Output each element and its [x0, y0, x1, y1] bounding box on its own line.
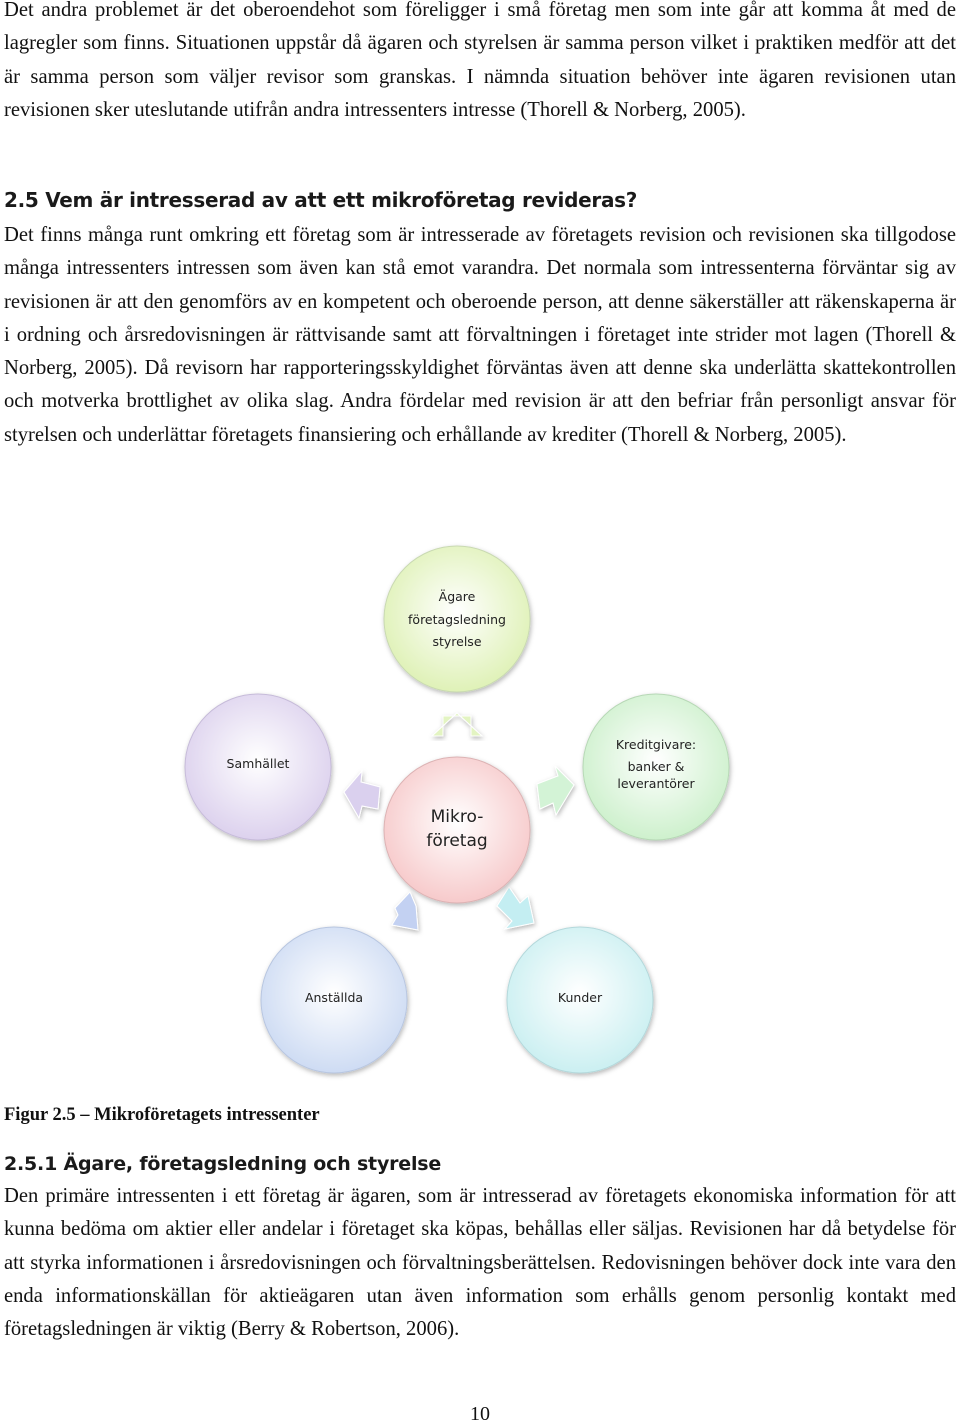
arrow-to-samhallet [344, 771, 380, 818]
arrow-to-anstallda [392, 892, 418, 930]
arrow-to-agare [432, 713, 482, 736]
arrow-right-shape [537, 766, 574, 815]
section-heading-2-5-1: 2.5.1 Ägare, företagsledning och styrelse [4, 1153, 442, 1175]
node-anstallda [261, 927, 407, 1073]
node-anstallda-label: Anställda [304, 990, 364, 1005]
node-kreditgivare-line-2: banker & [627, 759, 685, 774]
node-samhallet-label: Samhället [226, 756, 290, 771]
arrow-down-right-shape [497, 887, 534, 929]
stakeholder-diagram [0, 530, 960, 1090]
node-agare [384, 546, 530, 692]
node-samhallet [185, 694, 331, 840]
node-center-line-1: Mikro- [430, 807, 484, 827]
section-2-5-1-paragraph: Den primäre intressenten i ett företag är ägaren, som är intresserad av företagets ekonomiska information för att kunna bedöma om aktier eller andelar i företaget ska köpas, behållas eller säljas. Revisionen har då betydelse för att styrka informationen i årsredovisningen och förvaltningsberättelsen. Redovisningen behöver dock inte vara den enda informationskällan för aktieägaren utan även information som erhålls genom personlig kontakt med företagsledningen är viktig (Berry & Robertson, 2006). [4, 1185, 956, 1341]
figure-caption: Figur 2.5 – Mikroföretagets intressenter [4, 1105, 320, 1125]
page-number: 10 [470, 1403, 490, 1425]
node-kunder [507, 927, 653, 1073]
node-kreditgivare-line-1: Kreditgivare: [615, 737, 697, 752]
intro-paragraph: Det andra problemet är det oberoendehot som föreligger i små företag men som inte går att komma åt med de lagregler som finns. Situationen uppstår då ägaren och styrelsen är samma person vilket i praktiken medför att det är samma person som väljer revisor som granskas. I nämnda situation behöver inte ägaren revisionen utan revisionen sker uteslutande utifrån andra intressenters intresse (Thorell & Norberg, 2005). [4, 0, 956, 121]
node-center-circle [384, 757, 530, 903]
section-heading-2-5: 2.5 Vem är intresserad av att ett mikroföretag revideras? [4, 188, 638, 212]
arrow-down-left-shape [392, 892, 418, 930]
node-agare-line-1: Ägare [438, 589, 476, 604]
section-2-5-paragraph: Det finns många runt omkring ett företag som är intresserade av företagets revision och revisionen ska tillgodose många intressenters intressen som även kan stå emot varandra. Det normala som intressenterna förväntar sig av revisionen är att den genomförs av en kompetent och oberoende person, att denne säkerställer att räkenskaperna är i ordning och årsredovisningen är rättvisande samt att förvaltningen i företaget inte strider mot lagen (Thorell & Norberg, 2005). Då revisorn har rapporteringsskyldighet förväntas även att denne ska underlätta skattekontrollen och motverka brottlighet av olika slag. Andra fördelar med revision är att den befriar från personligt ansvar för styrelsen och underlättar företagets finansiering och erhållande av krediter (Thorell & Norberg, 2005). [4, 224, 956, 446]
node-kreditgivare [583, 694, 729, 840]
arrow-left-shape [344, 771, 380, 818]
arrow-to-kunder [497, 887, 534, 929]
node-center [384, 757, 530, 903]
node-agare-line-2: företagsledning [408, 612, 506, 627]
node-center-line-2: företag [426, 831, 488, 851]
arrow-to-kreditgivare [537, 766, 574, 815]
node-agare-line-3: styrelse [432, 634, 482, 649]
node-kreditgivare-line-3: leverantörer [617, 776, 695, 791]
node-kunder-label: Kunder [557, 990, 603, 1005]
arrow-up-shape [432, 713, 482, 736]
